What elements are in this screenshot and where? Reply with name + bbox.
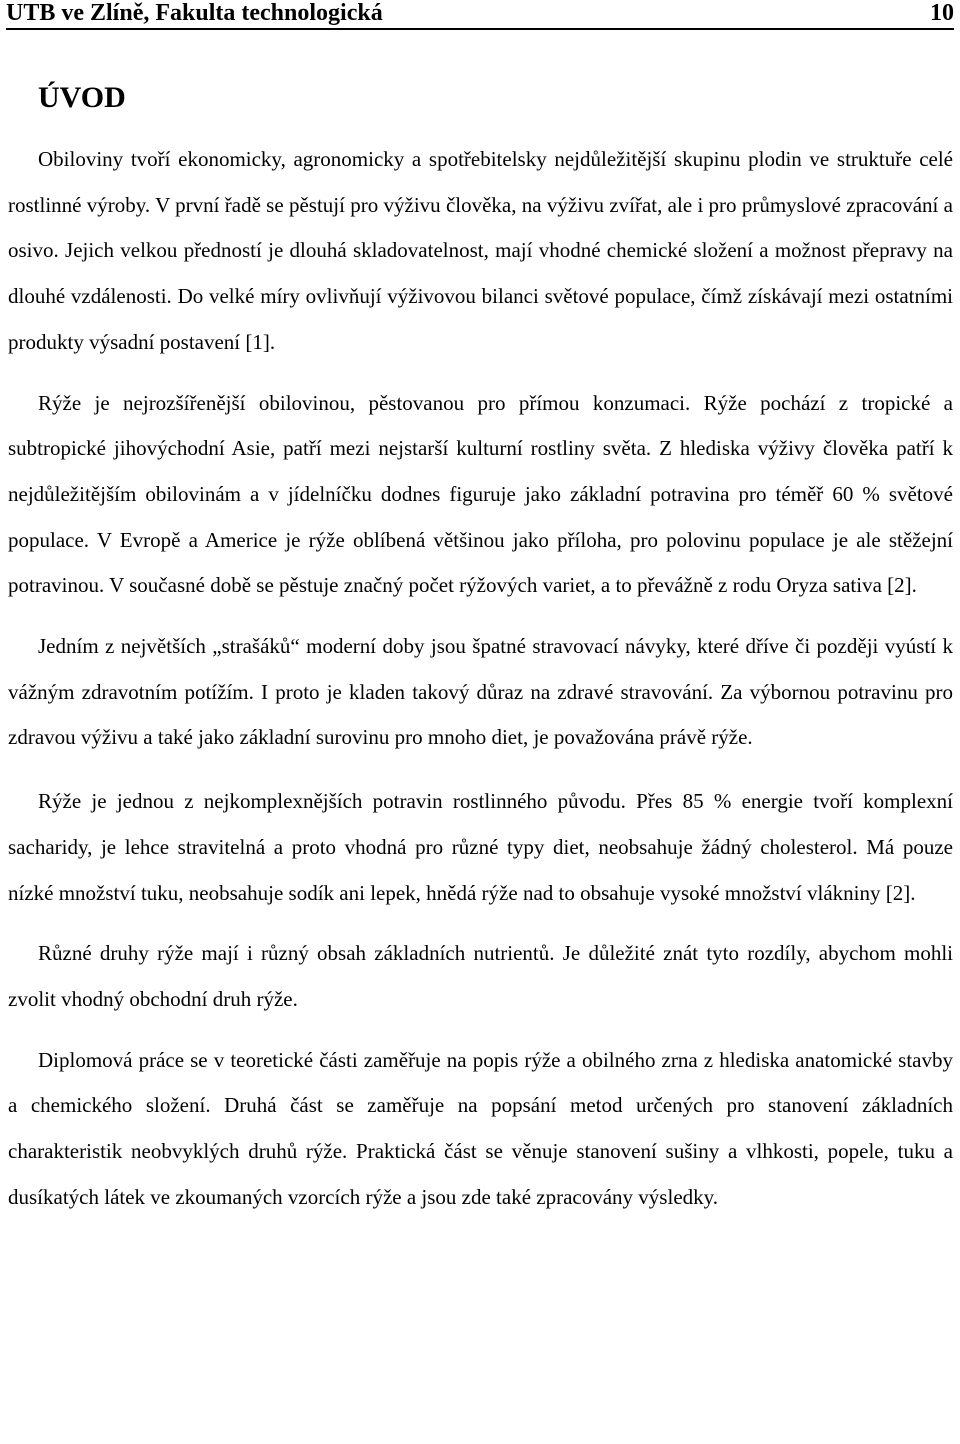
header-title: UTB ve Zlíně, Fakulta technologická [6,0,383,26]
paragraph: Jedním z největších „strašáků“ moderní doby jsou špatné stravovací návyky, které dříve či později vyústí k vážným zdravotním potížím. I proto je kladen takový důraz na zdravé stravování. Za výbornou potravinu pro zdravou výživu a také jako základní surovinu pro mnoho diet, je považována právě rýže. [8,634,953,750]
paragraph: Různé druhy rýže mají i různý obsah základních nutrientů. Je důležité znát tyto rozdíly, abychom mohli zvolit vhodný obchodní druh rýže. [8,941,953,1011]
paragraph: Diplomová práce se v teoretické části zaměřuje na popis rýže a obilného zrna z hlediska anatomické stavby a chemického složení. Druhá část se zaměřuje na popsání metod určených pro stanovení základních charakteristik neobvyklých druhů rýže. Praktická část se věnuje stanovení sušiny a vlhkosti, popele, tuku a dusíkatých látek ve zkoumaných vzorcích rýže a jsou zde také zpracovány výsledky. [8,1047,953,1209]
section-title: ÚVOD [38,81,126,114]
paragraph: Rýže je jednou z nejkomplexnějších potravin rostlinného původu. Přes 85 % energie tvoří komplexní sacharidy, je lehce stravitelná a proto vhodná pro různé typy diet, neobsahuje žádný cholesterol. Má pouze nízké množství tuku, neobsahuje sodík ani lepek, hnědá rýže nad to obsahuje vysoké množství vlákniny [2]. [8,789,953,905]
page-number: 10 [930,0,954,26]
body-text [8,137,953,1220]
paragraph: Obiloviny tvoří ekonomicky, agronomicky a spotřebitelsky nejdůležitější skupinu plodin ve struktuře celé rostlinné výroby. V první řadě se pěstují pro výživu člověka, na výživu zvířat, ale i pro průmyslové zpracování a osivo. Jejich velkou předností je dlouhá skladovatelnost, mají vhodné chemické složení a možnost přepravy na dlouhé vzdálenosti. Do velké míry ovlivňují výživovou bilanci světové populace, čímž získávají mezi ostatními produkty výsadní postavení [1]. [8,147,953,354]
paragraph: Rýže je nejrozšířenější obilovinou, pěstovanou pro přímou konzumaci. Rýže pochází z tropické a subtropické jihovýchodní Asie, patří mezi nejstarší kulturní rostliny světa. Z hlediska výživy člověka patří k nejdůležitějším obilovinám a v jídelníčku dodnes figuruje jako základní potravina pro téměř 60 % světové populace. V Evropě a Americe je rýže oblíbená většinou jako příloha, pro polovinu populace je ale stěžejní potravinou. V současné době se pěstuje značný počet rýžových variet, a to převážně z rodu Oryza sativa [2]. [8,390,953,598]
running-header [6,0,954,30]
